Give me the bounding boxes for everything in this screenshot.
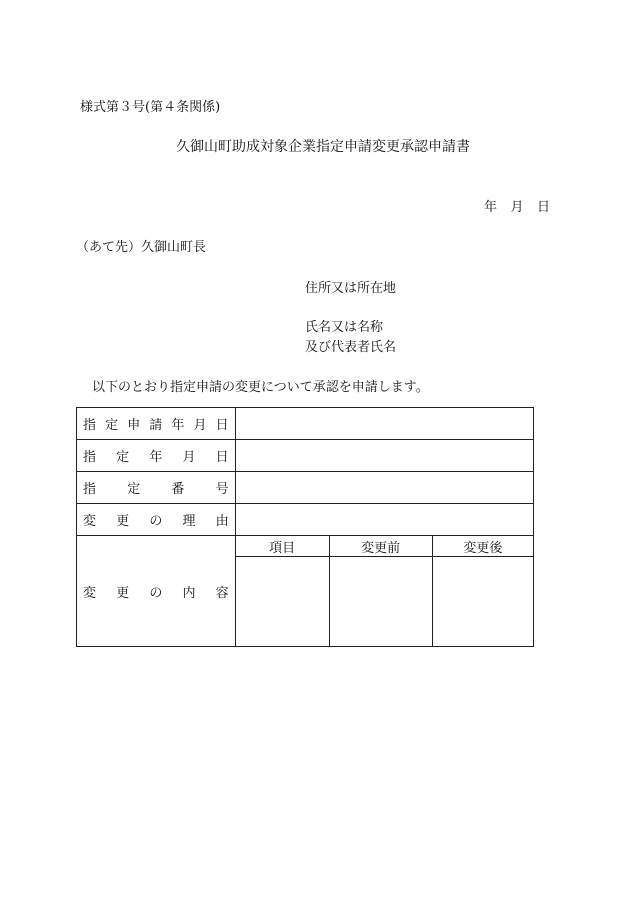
- change-details-cell: [235, 536, 533, 647]
- document-title: 久御山町助成対象企業指定申請変更承認申請書: [176, 139, 470, 155]
- designation-date-value[interactable]: [235, 440, 533, 472]
- application-table: [76, 407, 534, 647]
- table-row: [77, 536, 534, 647]
- designation-date-label: 指 定 年 月 日: [77, 440, 236, 472]
- before-cell[interactable]: [329, 557, 432, 647]
- change-details-table: [236, 536, 533, 646]
- column-header-item: 項目: [236, 536, 330, 557]
- after-cell[interactable]: [432, 557, 533, 647]
- addressee: （あて先）久御山町長: [76, 240, 207, 255]
- table-row: [77, 504, 534, 536]
- form-number: 様式第３号(第４条関係): [80, 100, 221, 115]
- address-label: 住所又は所在地: [305, 281, 397, 296]
- change-details-label: 変 更 の 内 容: [77, 536, 236, 647]
- year-label: 年: [484, 200, 498, 215]
- change-reason-value[interactable]: [235, 504, 533, 536]
- table-row: [77, 472, 534, 504]
- change-details-row: [236, 557, 533, 647]
- intro-text: 以下のとおり指定申請の変更について承認を申請します。: [92, 380, 429, 395]
- name-label: 氏名又は名称: [305, 320, 384, 335]
- representative-label: 及び代表者氏名: [305, 340, 397, 355]
- day-label: 日: [536, 200, 550, 215]
- item-cell[interactable]: [236, 557, 330, 647]
- table-row: [77, 440, 534, 472]
- column-header-after: 変更後: [432, 536, 533, 557]
- month-label: 月: [510, 200, 524, 215]
- designation-number-value[interactable]: [235, 472, 533, 504]
- date-line: [484, 196, 550, 215]
- application-date-label: 指 定 申 請 年 月 日: [77, 408, 236, 440]
- designation-number-label: 指 定 番 号: [77, 472, 236, 504]
- column-header-before: 変更前: [329, 536, 432, 557]
- change-reason-label: 変 更 の 理 由: [77, 504, 236, 536]
- table-row: [77, 408, 534, 440]
- application-date-value[interactable]: [235, 408, 533, 440]
- change-details-header: [236, 536, 533, 557]
